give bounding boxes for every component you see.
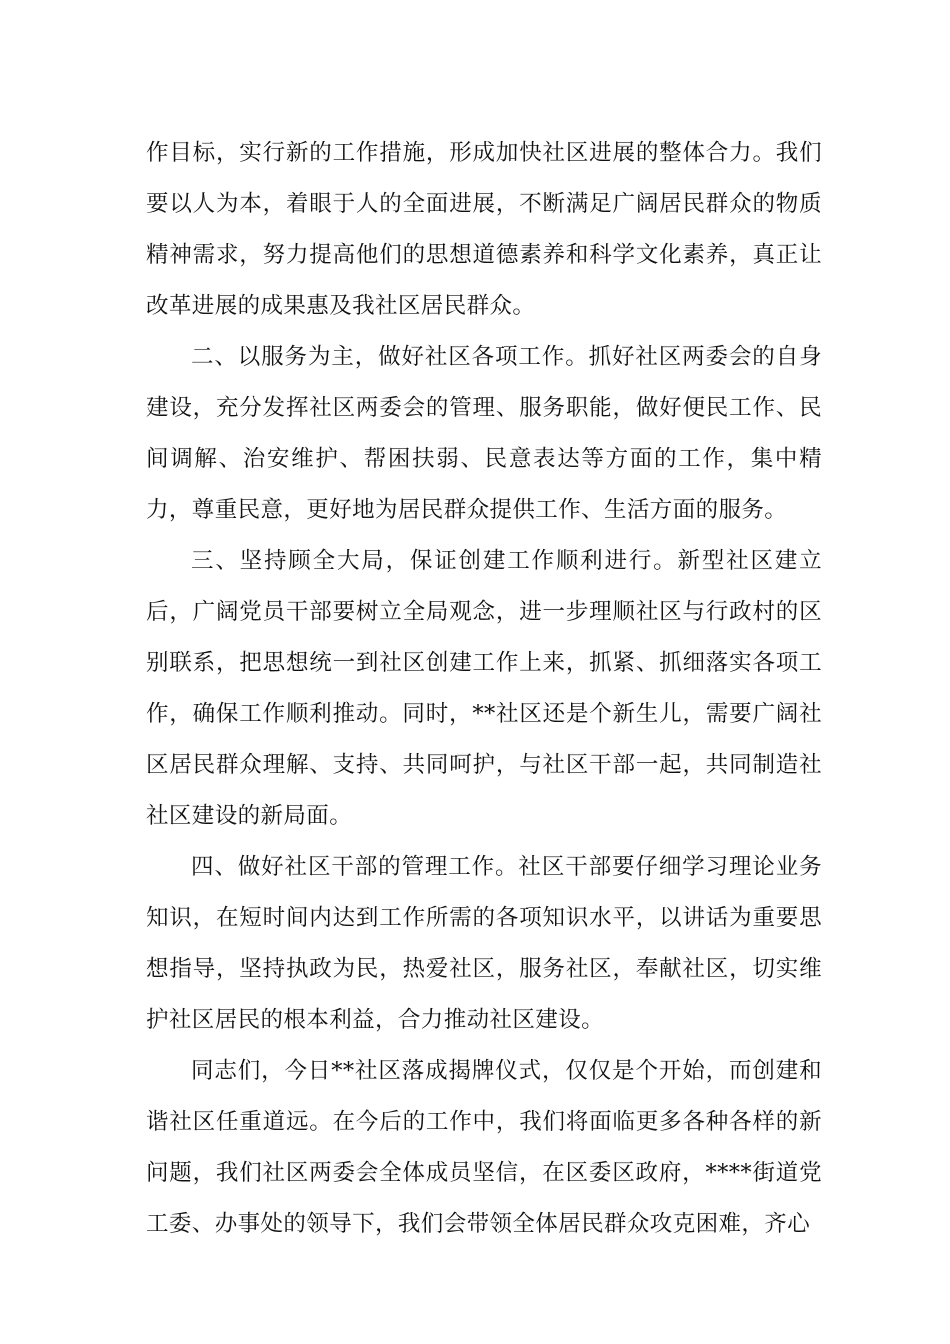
paragraph-continuation: 作目标，实行新的工作措施，形成加快社区进展的整体合力。我们要以人为本，着眼于人的全面进展，不断满足广阔居民群众的物质精神需求，努力提高他们的思想道德素养和科学文化素养，真正让改革进展的成果惠及我社区居民群众。 bbox=[146, 140, 822, 319]
document-body bbox=[146, 128, 822, 1250]
paragraph-closing: 同志们，今日**社区落成揭牌仪式，仅仅是个开始，而创建和谐社区任重道远。在今后的工作中，我们将面临更多各种各样的新问题，我们社区两委会全体成员坚信，在区委区政府，****街道党工委、办事处的领导下，我们会带领全体居民群众攻克困难，齐心 bbox=[146, 1058, 822, 1237]
paragraph-overall-situation: 三、坚持顾全大局，保证创建工作顺利进行。新型社区建立后，广阔党员干部要树立全局观念，进一步理顺社区与行政村的区别联系，把思想统一到社区创建工作上来，抓紧、抓细落实各项工作，确保工作顺利推动。同时，**社区还是个新生儿，需要广阔社区居民群众理解、支持、共同呵护，与社区干部一起，共同制造社社区建设的新局面。 bbox=[146, 548, 822, 829]
paragraph-service: 二、以服务为主，做好社区各项工作。抓好社区两委会的自身建设，充分发挥社区两委会的管理、服务职能，做好便民工作、民间调解、治安维护、帮困扶弱、民意表达等方面的工作，集中精力，尊重民意，更好地为居民群众提供工作、生活方面的服务。 bbox=[146, 344, 822, 523]
paragraph-cadre-management: 四、做好社区干部的管理工作。社区干部要仔细学习理论业务知识，在短时间内达到工作所需的各项知识水平，以讲话为重要思想指导，坚持执政为民，热爱社区，服务社区，奉献社区，切实维护社区居民的根本利益，合力推动社区建设。 bbox=[146, 854, 822, 1033]
